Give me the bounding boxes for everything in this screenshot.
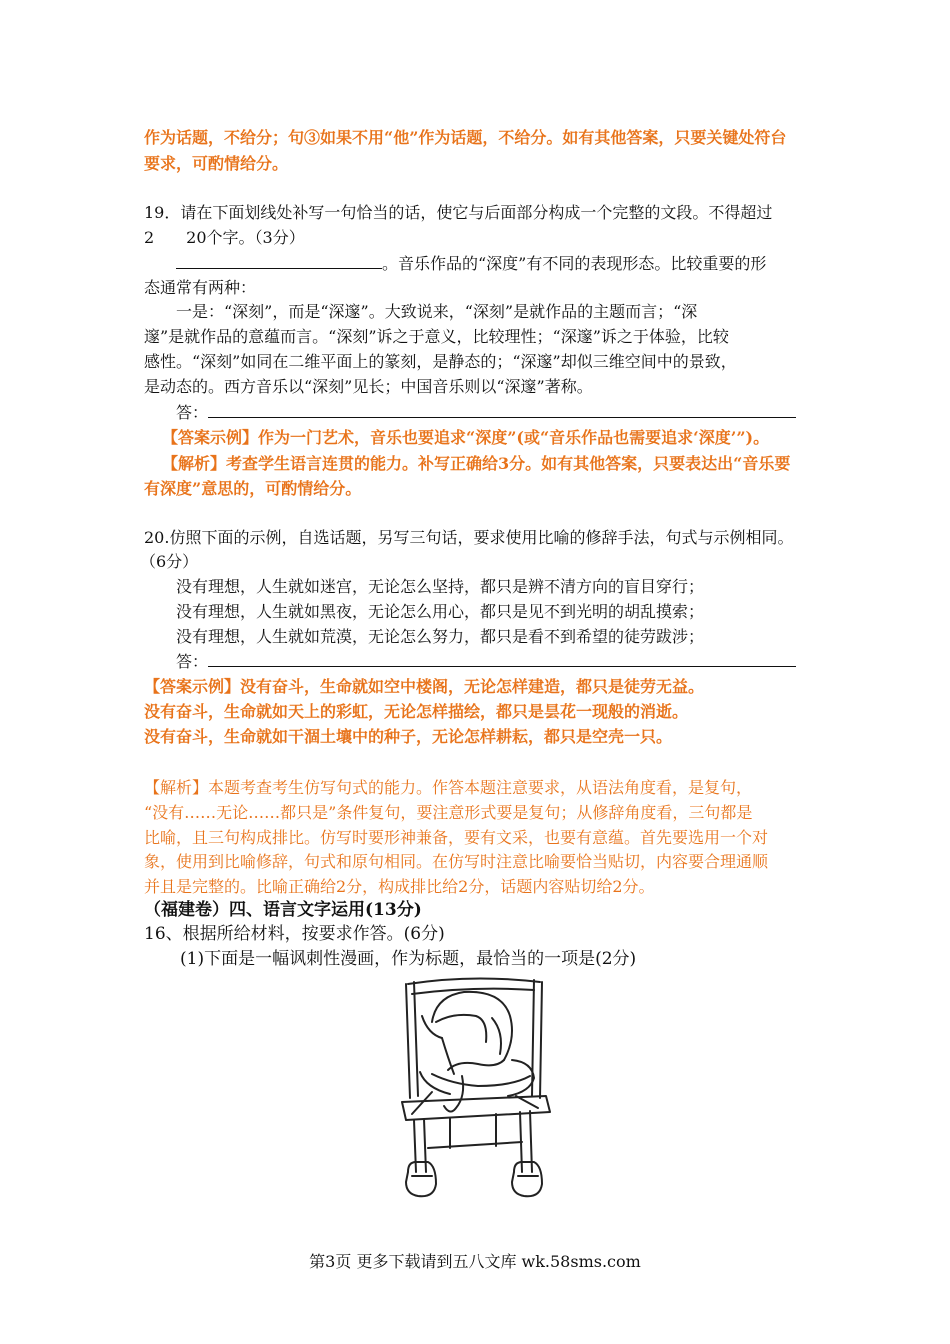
satirical-cartoon-image [392, 976, 558, 1212]
q20-answer-example-1: 【答案示例】没有奋斗，生命就如空中楼阁，无论怎样建造，都只是徒劳无益。 [144, 677, 705, 696]
q19-passage-line-1 [176, 253, 766, 274]
q20-prompt-line-2: （6分） [140, 552, 199, 571]
page-footer: 第3页 更多下载请到五八文库 wk.58sms.com [309, 1252, 641, 1271]
q19-passage-line-3: 一是：“深刻”，而是“深邃”。大致说来，“深刻”是就作品的主题而言；“深 [176, 302, 698, 321]
fujian-section-heading: （福建卷）四、语言文字运用(13分) [144, 900, 422, 920]
q20-answer-example-2: 没有奋斗，生命就如天上的彩虹，无论怎样描绘，都只是昙花一现般的消逝。 [144, 702, 689, 721]
q19-answer-line[interactable] [208, 402, 796, 418]
q19-passage-line-2: 态通常有两种： [144, 278, 257, 297]
q19-fill-blank[interactable] [176, 253, 382, 269]
q20-analysis-line-3: 比喻，且三句构成排比。仿写时要形神兼备，要有文采，也要有意蕴。首先要选用一个对 [144, 828, 769, 847]
q19-passage-line-5: 感性。“深刻”如同在二维平面上的篆刻，是静态的；“深邃”却似三维空间中的景致， [144, 352, 737, 371]
q19-prompt-line-2: 2 20个字。（3分） [144, 228, 305, 247]
q20-analysis-line-4: 象，使用到比喻修辞，句式和原句相同。在仿写时注意比喻要恰当贴切，内容要合理通顺 [144, 852, 769, 871]
q20-answer-example-3: 没有奋斗，生命就如干涸土壤中的种子，无论怎样耕耘，都只是空壳一只。 [144, 727, 673, 746]
q19-analysis-line-2: 有深度”意思的，可酌情给分。 [144, 479, 362, 498]
q18-scoring-line-2: 要求，可酌情给分。 [144, 154, 289, 173]
q20-example-2: 没有理想，人生就如黑夜，无论怎么用心，都只是见不到光明的胡乱摸索； [176, 602, 705, 621]
q19-answer-row [176, 402, 796, 423]
q19-analysis-line-1: 【解析】考查学生语言连贯的能力。补写正确给3分。如有其他答案，只要表达出“音乐要 [162, 454, 791, 473]
q20-answer-line[interactable] [208, 651, 796, 667]
q20-analysis-line-1: 【解析】本题考查考生仿写句式的能力。作答本题注意要求，从语法角度看，是复句， [144, 778, 753, 797]
q18-scoring-line-1: 作为话题，不给分；句③如果不用“他”作为话题，不给分。如有其他答案，只要关键处符台 [144, 128, 787, 147]
q20-example-1: 没有理想，人生就如迷宫，无论怎么坚持，都只是辨不清方向的盲目穿行； [176, 577, 705, 596]
q20-analysis-line-5: 并且是完整的。比喻正确给2分，构成排比给2分，话题内容贴切给2分。 [144, 877, 655, 896]
q19-passage-line-6: 是动态的。西方音乐以“深刻”见长；中国音乐则以“深邃”著称。 [144, 377, 593, 396]
q19-prompt-line-1: 19．请在下面划线处补写一句恰当的话，使它与后面部分构成一个完整的文段。不得超过 [144, 203, 773, 222]
q19-passage-text: 。音乐作品的“深度”有不同的表现形态。比较重要的形 [382, 254, 767, 273]
q20-prompt-line-1: 20.仿照下面的示例，自选话题，另写三句话，要求使用比喻的修辞手法，句式与示例相同。 [144, 528, 794, 547]
q19-answer-label: 答： [176, 403, 209, 422]
q20-answer-row [176, 651, 796, 672]
fujian-q16-prompt: 16、根据所给材料，按要求作答。(6分) [144, 924, 445, 944]
q19-answer-example: 【答案示例】作为一门艺术，音乐也要追求“深度”(或“音乐作品也需要追求‘深度’”)。 [162, 428, 770, 447]
q20-example-3: 没有理想，人生就如荒漠，无论怎么努力，都只是看不到希望的徒劳跋涉； [176, 627, 705, 646]
fujian-q16-subquestion: (1)下面是一幅讽刺性漫画，作为标题，最恰当的一项是(2分) [180, 949, 637, 969]
q20-answer-label: 答： [176, 652, 209, 671]
q20-analysis-line-2: “没有……无论……都只是”条件复句，要注意形式要是复句；从修辞角度看，三句都是 [144, 803, 753, 822]
q19-passage-line-4: 邃”是就作品的意蕴而言。“深刻”诉之于意义，比较理性；“深邃”诉之于体验，比较 [144, 327, 729, 346]
